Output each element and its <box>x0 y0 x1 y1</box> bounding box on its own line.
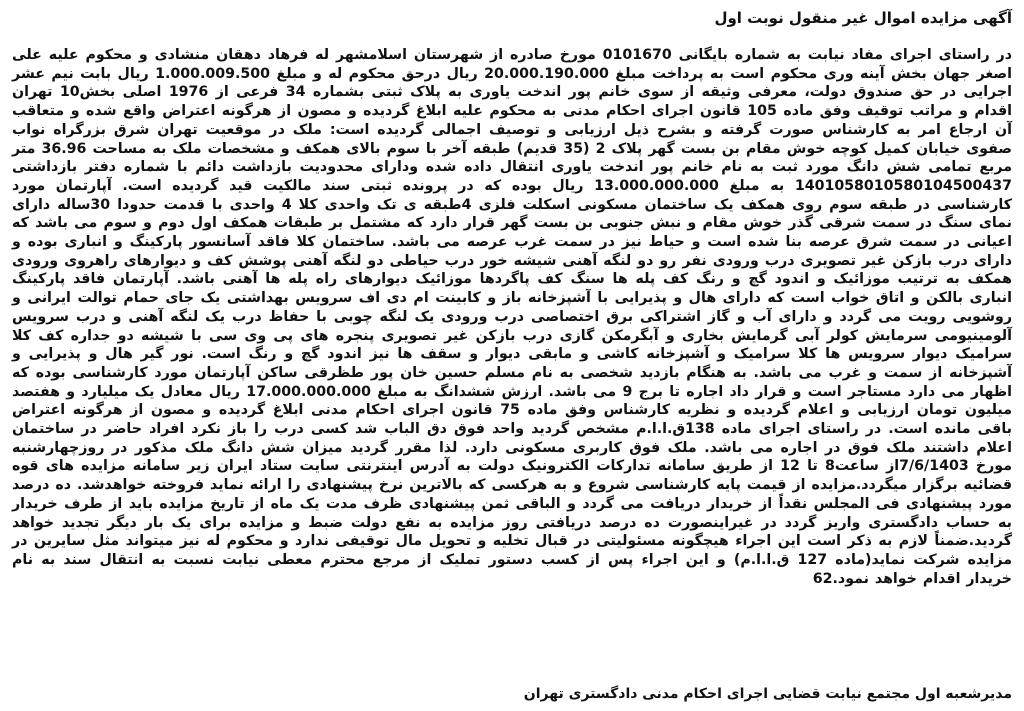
notice-title: آگهی مزایده اموال غیر منقول نوبت اول <box>714 9 1012 27</box>
notice-body: در راستای اجرای مفاد نیابت به شماره بایگانی 0101670 مورخ صادره از شهرستان اسلامشهر له فرهاد دهقان منشادی و محکوم علیه علی اصغر جهان بخش آینه وری محکوم است به پرداخت مبلغ 20.000.190.000 ریال درحق محکوم له و مبلغ 1.000.009.500 ریال بابت نیم عشر اجرایی در حق صندوق دولت، معرفی وثیقه از سوی خانم پور اندخت یاوری به پلاک ثبتی بشماره 34 فرعی از 1976 اصلی بخش10 تهران اقدام و مراتب توقیف وفق ماده 105 قانون اجرای احکام مدنی به محکوم علیه ابلاغ گردیده و مصون از هرگونه اعتراض واقع شده و متعاقب آن ارجاع امر به کارشناس صورت گرفته و بشرح ذیل ارزیابی و توصیف اجمالی گردیده است: ملک در موقعیت تهران شرق بزرگراه نواب صفوی خیابان کمیل کوچه خوش مقام بن بست گهر پلاک 2 (35 قدیم) طبقه آخر با سوم بالای همکف و مشخصات ملک به مساحت 36.96 متر مربع تمامی شش دانگ مورد ثبت به نام خانم پور اندخت یاوری انتقال داده شده ودارای محدودیت بازداشت دائم با شماره دفتر بازداشتی 1401058010580104500437 به مبلغ 13.000.000.000 ریال بوده که در پرونده ثبتی سند مالکیت قید گردیده است. آپارتمان مورد کارشناسی در طبقه سوم روی همکف یک ساختمان مسکونی اسکلت فلزی 4طبقه ی تک واحدی کلا 4 واحدی با قدمت حدودا 30ساله دارای نمای سنگ در سمت شرقی گذر خوش مقام و نبش جنوبی بن بست گهر قرار دارد که مشتمل بر طبقات همکف اول دوم و سوم می باشد که اعیانی در سمت شرق عرصه بنا شده است و حیاط نیز در سمت غرب عرصه می باشد. ساختمان کلا فاقد آسانسور پارکینگ و انباری بوده و دارای درب بازکن غیر تصویری درب ورودی نفر رو دو لنگه آهنی شیشه خور درب حیاطی دو لنگه آهنی پوشش کف و دیوارهای راهروی ورودی همکف به ترتیب موزائیک و اندود گچ و رنگ کف پله ها سنگ کف پاگردها موزائیک دیوارهای راه پله ها آهنی باشد. آپارتمان فاقد پارکینگ انباری بالکن و اتاق خواب است که دارای هال و پذیرایی با آشپزخانه باز و کابینت ام دی اف سرویس بهداشتی یک جای حمام توالت ایرانی و روشویی رویت می گردد و دارای آب و گاز اشتراکی برق اختصاصی درب ورودی یک لنگه چوبی با حفاظ درب یک لنگه آهنی و درب سرویس آلومینیومی سرمایش کولر آبی گرمایش بخاری و آبگرمکن گازی درب بازکن غیر تصویری پنجره های پی وی سی با شیشه دو جداره کف کلا سرامیک دیوار سرویس ها کلا سرامیک و آشپزخانه کاشی و مابقی دیوار و سقف ها نیز اندود گچ و رنگ است. نور گیر هال و پذیرایی و آشپزخانه از سمت و غرب می باشد. به هنگام بازدید شخصی به نام مسلم حسین خان پور طظرقی ساکن آپارتمان مورد کارشناسی بوده که اظهار می دارد مستاجر است و قرار داد اجاره تا برج 9 می باشد. ارزش ششدانگ به مبلغ 17.000.000.000 ریال معادل یک میلیارد و هفتصد میلیون تومان ارزیابی و اعلام گردیده و نظریه کارشناس وفق ماده 75 قانون اجرای احکام مدنی ابلاغ گردیده و مصون از هرگونه اعتراض باقی مانده است. در راستای اجرای ماده 138ق.ا.ا.م مشخص گردید واحد فوق دق الباب شد کسی درب را باز نکرد افراد حاضر در ساختمان اعلام داشتند ملک فوق در اجاره می باشد. ملک فوق کاربری مسکونی دارد. لذا مقرر گردید میزان شش دانگ ملک مذکور در روزچهارشنبه مورخ 7/6/1403از ساعت8 تا 12 از طریق سامانه تدارکات الکترونیک دولت به آدرس اینترنتی سایت ستاد ایران زیر سامانه مزایده های قوه قضائیه برگزار میگردد.مزایده از قیمت پایه کارشناسی شروع و به هرکسی که بالاترین نرخ پیشنهادی را ارائه نماید فروخته خواهدشد. ده درصد مورد پیشنهادی فی المجلس نقداً از خریدار دریافت می گردد و الباقی ثمن پیشنهادی ظرف مدت یک ماه از تاریخ مزایده باید از طرف خریدار به حساب دادگستری واریز گردد در غیراینصورت ده درصد دریافتی روز مزایده به نفع دولت ضبط و مزایده برای یک بار دیگر تجدید خواهد گردید.ضمناً لازم به ذکر است این اجراء هیچگونه مسئولیتی در قبال تخلیه و تحویل مال توقیفی ندارد و محکوم له نیز میتواند مثل سایرین در مزایده شرکت نماید(ماده 127 ق.ا.ا.م) و این اجراء پس از کسب دستور تملیک از مرجع محترم معطی نیابت نسبت به انتقال سند به نام خریدار اقدام خواهد نمود.62 <box>12 47 1013 587</box>
notice-signature: مدیرشعبه اول مجتمع نیابت قضایی اجرای احکام مدنی دادگستری تهران <box>523 686 1012 702</box>
